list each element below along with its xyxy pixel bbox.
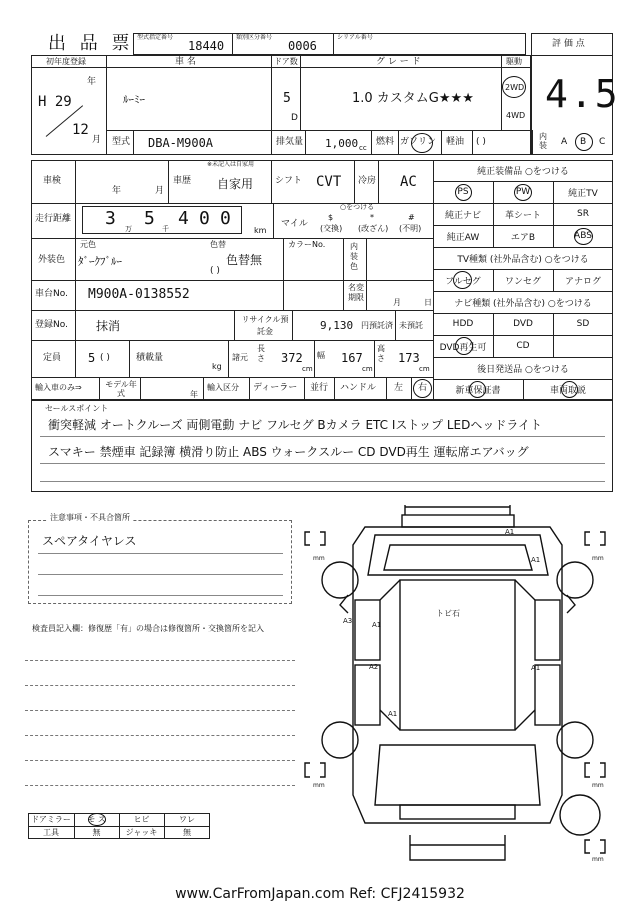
chassis-value: M900A-0138552 — [88, 287, 190, 302]
height-label: 高さ — [377, 344, 385, 363]
mileage-circle-note: ○をつける — [340, 203, 375, 211]
interior-color-label: 内装色 — [350, 242, 358, 271]
hash-sign: # — [408, 213, 415, 222]
equip-pw: PW — [515, 187, 531, 197]
recycle-unpaid: 未預託 — [399, 321, 423, 330]
capacity-paren: ( ) — [100, 353, 110, 363]
doors-value: 5 — [283, 91, 291, 106]
color-no-label: カラーNo. — [288, 240, 326, 249]
sen-unit: 千 — [162, 225, 169, 233]
sales-points-label: セールスポイント — [45, 404, 109, 413]
length-label: 長さ — [257, 344, 265, 363]
mirror-crack: ヒビ — [133, 815, 150, 824]
mirror-moss: モ ス — [87, 815, 106, 824]
mirror-label: ドアミラー — [31, 815, 71, 824]
mm-label-3: mm — [313, 782, 325, 789]
shift-label: シフト — [275, 176, 303, 186]
rating-label: 評 価 点 — [552, 39, 585, 49]
mm-label-2: mm — [592, 555, 604, 562]
damage-mark-1: A1 — [505, 528, 515, 536]
mirror-break: ワレ — [179, 815, 195, 824]
first-reg-era: H 29 — [38, 94, 72, 110]
model-code-label: 型式指定番号 — [137, 34, 174, 41]
reg-no-value: 抹消 — [96, 319, 121, 333]
mileage-digit-1: 3 — [105, 208, 116, 229]
inspector-label: 検査員記入欄：修復歴「有」の場合は修復箇所・交換箇所を記入 — [32, 624, 264, 633]
circle-manual — [561, 381, 578, 398]
equip-abs: ABS — [574, 231, 592, 241]
car-damage-diagram — [300, 505, 620, 875]
model-year-label: モデル年式 — [105, 380, 137, 398]
doors-label: ドア数 — [274, 57, 298, 66]
interior-b: B — [580, 137, 587, 147]
mileage-digit-5: 0 — [220, 208, 231, 229]
first-reg-month: 12 — [72, 122, 89, 138]
drive-label: 駆動 — [506, 57, 522, 66]
fuel-paren: ( ) — [476, 137, 486, 147]
tool-label: 工具 — [43, 828, 59, 837]
notes-label: 注意事項・不具合箇所 — [50, 513, 130, 522]
equip-airbag: エアB — [510, 232, 536, 243]
circle-warranty — [469, 381, 486, 398]
mileage-digit-3: 4 — [178, 208, 189, 229]
name-change-month: 月 — [393, 298, 401, 307]
grade-value: 1.0 カスタムG★★★ — [352, 91, 474, 106]
circle-handle-right — [413, 379, 432, 398]
handle-left: 左 — [394, 383, 404, 393]
capacity-label: 定員 — [43, 353, 62, 363]
equip-leather: 革シート — [504, 210, 541, 221]
recycle-label: リサイクル預託金 — [241, 315, 289, 336]
color-label: 外装色 — [38, 255, 66, 265]
footer-ref: www.CarFromJapan.com Ref: CFJ2415932 — [175, 886, 465, 902]
width-label: 幅 — [317, 351, 325, 360]
dollar-sign: $ — [328, 213, 334, 222]
type-value: DBA-M900A — [148, 136, 214, 150]
ac-label: 冷房 — [358, 176, 377, 186]
recycle-unit: 円預託済 — [361, 321, 393, 330]
model-year-unit: 年 — [190, 390, 198, 399]
equip-navi: 純正ナビ — [444, 210, 481, 221]
recycle-value: 9,130 — [320, 319, 354, 332]
damage-mark-6: A1 — [531, 664, 541, 672]
model-code: 18440 — [188, 39, 225, 53]
damage-mark-5: A2 — [369, 663, 379, 671]
name-change-day: 日 — [424, 298, 432, 307]
circle-2wd — [502, 76, 526, 98]
navi-dvd-play: DVD再生可 — [439, 342, 487, 353]
sales-points-line1: 衝突軽減 オートクルーズ 両側電動 ナビ フルセグ Bカメラ ETC Iストップ LEDヘッドライト — [48, 418, 542, 432]
tv-oneseg: ワンセグ — [504, 276, 541, 287]
history-value: 自家用 — [217, 177, 254, 191]
ac-value: AC — [400, 174, 417, 190]
category-label: 類別区分番号 — [236, 34, 273, 41]
load-label: 積載量 — [136, 353, 164, 363]
unknown-label: (不明) — [399, 224, 422, 233]
reg-no-label: 登録No. — [35, 320, 68, 330]
notes-text: スペアタイヤレス — [42, 534, 137, 548]
mile-label: マイル — [281, 219, 308, 229]
equip-sr: SR — [577, 209, 589, 219]
height-value: 173 — [398, 351, 420, 365]
displacement-label: 排気量 — [276, 137, 304, 147]
displacement-value: 1,000 — [325, 137, 359, 150]
history-note: ※未記入は自家用 — [207, 161, 255, 168]
type-label: 型式 — [112, 137, 131, 147]
year-unit: 年 — [87, 77, 97, 87]
month-unit: 月 — [92, 135, 102, 145]
doors-sub: D — [291, 113, 298, 123]
equip-ps: PS — [457, 187, 469, 197]
interior-a: A — [561, 137, 568, 147]
navi-title: ナビ種類 (社外品含む) ○をつける — [454, 298, 592, 309]
tv-title: TV種類 (社外品含む) ○をつける — [457, 254, 589, 265]
damage-mark-4: A1 — [372, 621, 382, 629]
exchange-label: (交換) — [320, 224, 343, 233]
color-value: ﾀﾞｰｸﾌﾞﾙｰ — [78, 255, 122, 268]
inspection-label: 車検 — [43, 176, 62, 186]
navi-dvd: DVD — [513, 319, 533, 329]
equip-aw: 純正AW — [446, 232, 480, 243]
circle-ps — [455, 184, 472, 201]
capacity-value: 5 — [88, 351, 96, 365]
import-type-label: 輸入区分 — [207, 383, 239, 392]
navi-hdd: HDD — [452, 319, 474, 329]
form-title: 出 品 票 — [48, 33, 134, 54]
mileage-label: 走行距離 — [35, 214, 72, 224]
interior-label: 内装 — [539, 132, 547, 150]
width-cm: cm — [362, 365, 373, 373]
equip-tv: 純正TV — [568, 188, 598, 199]
first-reg-label: 初年度登録 — [46, 57, 86, 66]
inspection-year-unit: 年 — [112, 186, 122, 196]
width-value: 167 — [341, 351, 363, 365]
import-label: 輸入車のみ⇒ — [35, 383, 82, 392]
repaint-paren: ( ) — [210, 266, 220, 276]
tv-analog: アナログ — [564, 276, 601, 287]
spec-label: 諸元 — [232, 353, 248, 362]
height-cm: cm — [419, 365, 430, 373]
damage-mark-3: A3 — [343, 617, 353, 625]
man-unit: 万 — [125, 225, 132, 233]
later-warranty: 新車保証書 — [455, 386, 501, 396]
mm-label-4: mm — [592, 782, 604, 789]
inspection-month-unit: 月 — [155, 186, 165, 196]
fuel-gasoline: ガソリン — [400, 137, 437, 147]
import-parallel: 並行 — [310, 383, 329, 393]
rating-value: 4.5 — [545, 72, 620, 116]
later-manual: 車両取説 — [549, 386, 586, 396]
altered-label: (改ざん) — [358, 224, 389, 233]
repaint-value: 色替無 — [226, 253, 263, 267]
length-value: 372 — [281, 351, 303, 365]
circle-abs — [574, 228, 593, 245]
shift-value: CVT — [316, 174, 342, 190]
equipment-title: 純正装備品 ○をつける — [477, 167, 569, 177]
notes-box — [28, 520, 292, 604]
car-name-label: 車 名 — [175, 57, 196, 67]
chassis-label: 車台No. — [35, 289, 68, 299]
circle-interior-b — [575, 133, 593, 151]
serial-label: シリアル番号 — [337, 34, 373, 41]
circle-dvd-play — [455, 337, 473, 355]
mm-label-5: mm — [592, 856, 604, 863]
mileage-digit-2: 5 — [144, 208, 155, 229]
history-label: 車歴 — [173, 176, 192, 186]
jack-label: ジャッキ — [125, 828, 158, 837]
km-unit: km — [254, 226, 267, 235]
circle-moss — [88, 813, 106, 826]
name-change-label: 名変期限 — [348, 283, 364, 302]
damage-mark-2: A1 — [531, 556, 541, 564]
later-title: 後日発送品 ○をつける — [477, 364, 569, 375]
category-code: 0006 — [288, 39, 317, 53]
mm-label-1: mm — [313, 555, 325, 562]
car-name: ﾙｰﾐｰ — [123, 93, 145, 106]
damage-mark-7: A1 — [388, 710, 398, 718]
circle-pw — [514, 184, 532, 201]
interior-c: C — [599, 137, 606, 147]
drive-4wd: 4WD — [506, 111, 526, 120]
grade-label: グ レ ー ド — [376, 57, 421, 67]
handle-right: 右 — [418, 383, 428, 393]
tool-value: 無 — [92, 828, 101, 837]
orig-color-label: 元色 — [80, 240, 96, 249]
fuel-label: 燃料 — [376, 137, 395, 147]
jack-value: 無 — [183, 828, 191, 837]
drive-2wd: 2WD — [505, 83, 525, 92]
navi-cd: CD — [516, 341, 530, 351]
fuel-light-oil: 軽油 — [446, 137, 465, 147]
damage-chip: トビ石 — [436, 609, 460, 618]
tv-fullseg: フルセグ — [445, 276, 481, 287]
import-dealer: ディーラー — [253, 383, 298, 393]
kg-unit: kg — [212, 362, 222, 371]
repaint-label: 色替 — [210, 240, 226, 249]
circle-gasoline — [411, 133, 433, 153]
length-cm: cm — [302, 365, 313, 373]
mileage-digit-4: 0 — [199, 208, 210, 229]
star-sign: * — [370, 213, 374, 222]
circle-fullseg — [453, 271, 472, 289]
cc-unit: cc — [359, 144, 367, 152]
handle-label: ハンドル — [340, 383, 377, 393]
sales-points-line2: スマキー 禁煙車 記録簿 横滑り防止 ABS ウォークスルー CD DVD再生 運転席エアバッグ — [48, 445, 529, 459]
navi-sd: SD — [576, 319, 590, 329]
